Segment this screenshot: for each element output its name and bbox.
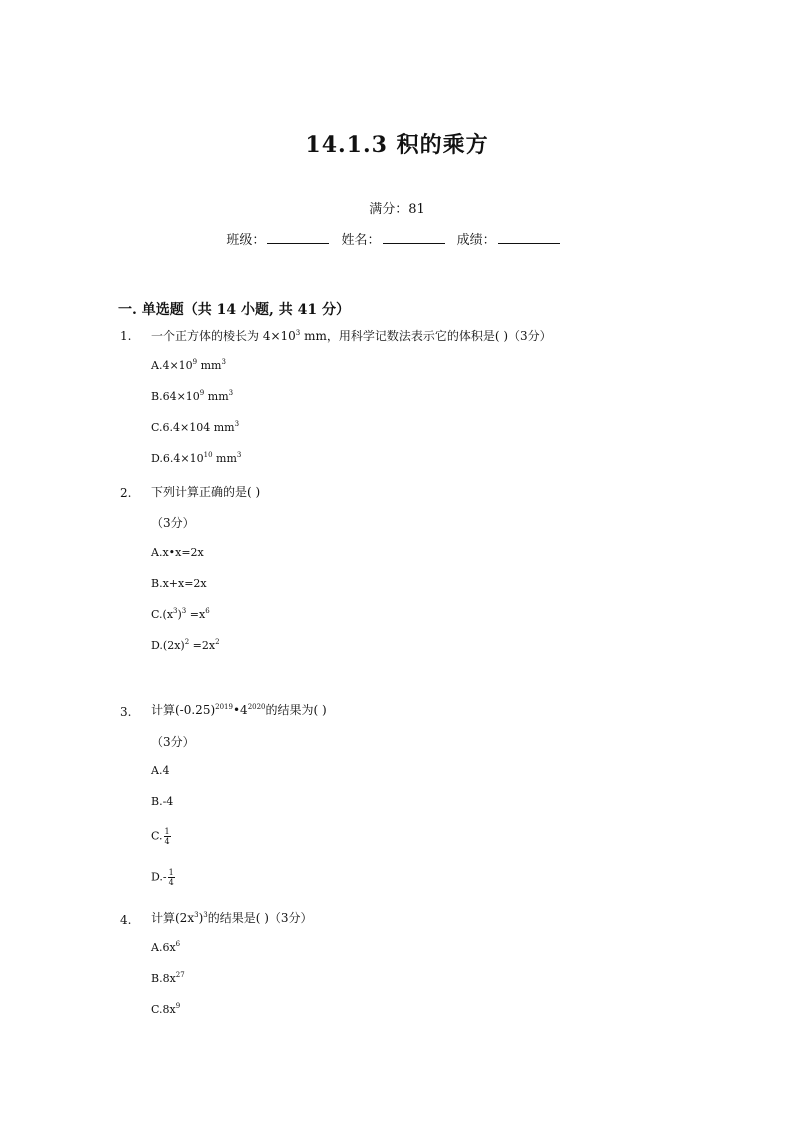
fraction: $\frac{1}{4}$ (168, 868, 174, 887)
name-blank[interactable] (383, 231, 445, 244)
score-blank[interactable] (498, 231, 560, 244)
option-c: C.6.4×104 $mm^3$ (151, 420, 240, 434)
student-info-line (0, 229, 794, 248)
page-title: 14.1.3 积的乘方 (305, 132, 489, 158)
question-score: （3分） (151, 516, 195, 530)
option-d: $D.(2x)^2 =2x^2$ (151, 638, 220, 652)
option-b: B.-4 (151, 795, 174, 808)
name-label: 姓名： (341, 233, 381, 248)
full-score: 满分：81 (369, 202, 425, 217)
question-stem: 下列计算正确的是( ) (151, 485, 261, 499)
option-c: $C.(x^3)^3 =x^6$ (151, 607, 210, 621)
question-number: 1. (120, 329, 132, 343)
option-a: $A.4\times 10^9$ $mm^3$ (151, 358, 226, 372)
option-b: $B.64\times 10^9$ $mm^3$ (151, 389, 234, 403)
question-stem: 一个正方体的棱长为 $4\times 10^3$ mm，用科学记数法表示它的体积是( )（3分） (151, 329, 552, 343)
option-c: $C.8x^9$ (151, 1002, 181, 1016)
question-number: 2. (120, 486, 132, 500)
option-d: $D.6.4\times 10^{10}$ $mm^3$ (151, 451, 242, 465)
question-number: 4. (120, 913, 132, 927)
option-a: $A.6x^6$ (151, 940, 181, 954)
option-b: B.x+x=2x (151, 577, 207, 590)
question-score: （3分） (151, 735, 195, 749)
option-c: C. $\frac{1}{4}$ (151, 827, 170, 846)
option-a: A.4 (151, 764, 170, 777)
question-stem: 计算$(2x^3)^3$的结果是( )（3分） (151, 911, 313, 925)
option-a: A.x•x=2x (151, 546, 204, 559)
question-stem: 计算$(-0.25)^{2019}•4^{2020}$的结果为( ) (151, 703, 327, 717)
section-heading: 一. 单选题（共 14 小题, 共 41 分） (118, 302, 350, 318)
fraction: $\frac{1}{4}$ (164, 827, 170, 846)
question-number: 3. (120, 705, 132, 719)
class-label: 班级： (226, 233, 266, 248)
score-label: 成绩： (456, 233, 496, 248)
option-b: $B.8x^{27}$ (151, 971, 185, 985)
option-d: D.- $\frac{1}{4}$ (151, 868, 174, 887)
class-blank[interactable] (267, 231, 329, 244)
